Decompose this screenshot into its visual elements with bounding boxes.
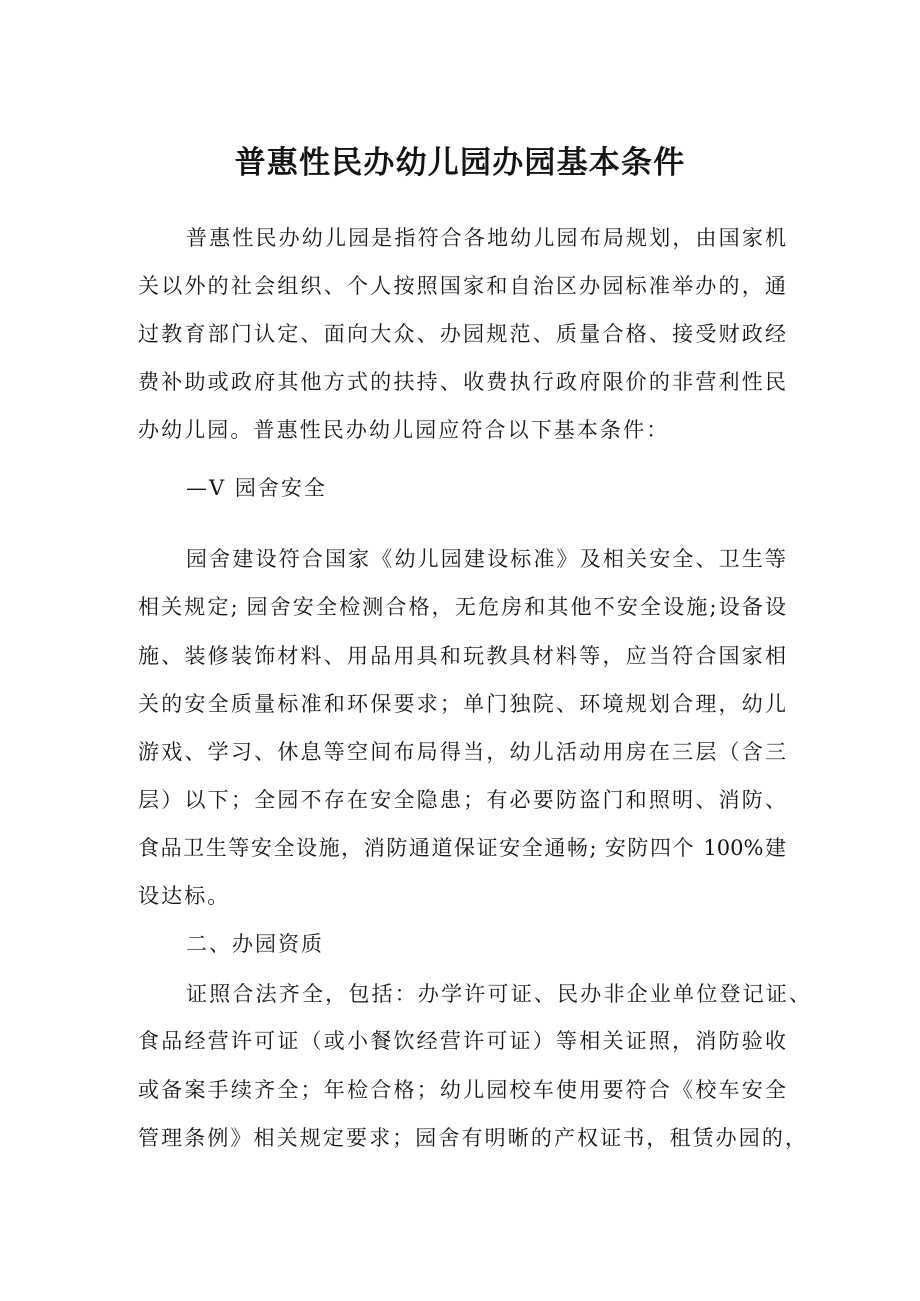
paragraph-line: 设达标。 bbox=[138, 884, 231, 908]
paragraph-line: 管理条例》相关规定要求；园舍有明晰的产权证书，租赁办园的， bbox=[138, 1126, 806, 1150]
paragraph-line: 游戏、学习、休息等空间布局得当，幼儿活动用房在三层（含三 bbox=[138, 740, 786, 764]
paragraph-line: 证照合法齐全，包括：办学许可证、民办非企业单位登记证、 bbox=[186, 982, 810, 1006]
paragraph-line: 关的安全质量标准和环保要求；单门独院、环境规划合理，幼儿 bbox=[138, 692, 786, 716]
section-heading-campus-safety: —V 园舍安全 bbox=[186, 476, 327, 500]
paragraph-line: 施、装修装饰材料、用品用具和玩教具材料等，应当符合国家相 bbox=[138, 644, 786, 668]
paragraph-line: 相关规定; 园舍安全检测合格，无危房和其他不安全设施;设备设 bbox=[138, 595, 786, 619]
paragraph-line: 普惠性民办幼儿园是指符合各地幼儿园布局规划，由国家机 bbox=[186, 226, 786, 250]
paragraph-line: 层）以下；全园不存在安全隐患；有必要防盗门和照明、消防、 bbox=[138, 788, 786, 812]
document-title: 普惠性民办幼儿园办园基本条件 bbox=[234, 145, 686, 181]
paragraph-line: 关以外的社会组织、个人按照国家和自治区办园标准举办的，通 bbox=[138, 274, 786, 298]
paragraph-line: 或备案手续齐全；年检合格；幼儿园校车使用要符合《校车安全 bbox=[138, 1078, 786, 1102]
paragraph-line: 过教育部门认定、面向大众、办园规范、质量合格、接受财政经 bbox=[138, 322, 786, 346]
paragraph-line: 食品经营许可证（或小餐饮经营许可证）等相关证照，消防验收 bbox=[138, 1029, 786, 1053]
paragraph-line: 办幼儿园。普惠性民办幼儿园应符合以下基本条件： bbox=[138, 418, 670, 442]
section-heading-qualifications: 二、办园资质 bbox=[186, 932, 324, 956]
paragraph-line: 费补助或政府其他方式的扶持、收费执行政府限价的非营利性民 bbox=[138, 370, 786, 394]
paragraph-line: 食品卫生等安全设施，消防通道保证安全通畅; 安防四个 100%建 bbox=[138, 836, 786, 860]
paragraph-line: 园舍建设符合国家《幼儿园建设标准》及相关安全、卫生等 bbox=[186, 547, 786, 571]
